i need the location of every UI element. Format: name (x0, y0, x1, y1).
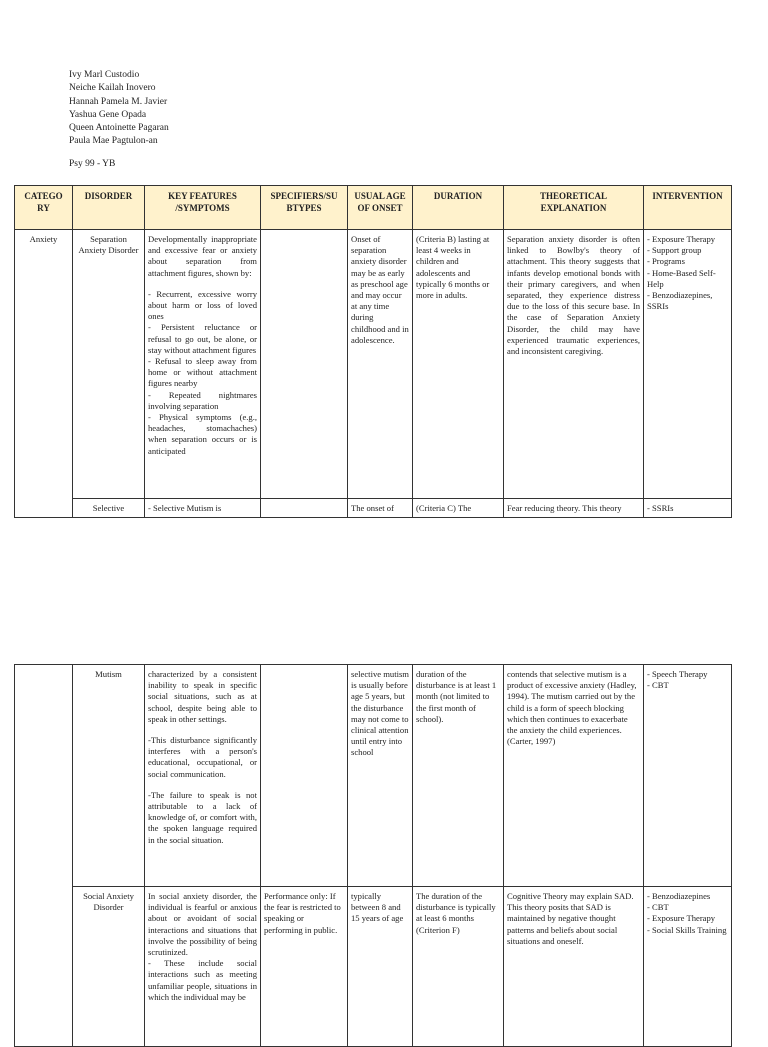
theory-cell: Cognitive Theory may explain SAD. This theory posits that SAD is maintained by negative thought patterns and beliefs about social situations and oneself. (504, 887, 644, 1047)
features-item: - Physical symptoms (e.g., headaches, stomachaches) when separation occurs or is anticipated (148, 412, 257, 456)
table-row (15, 887, 732, 1047)
features-paragraph: In social anxiety disorder, the individual is fearful or anxious about or avoidant of social interactions and situations that involve the possibility of being scrutinized. (148, 891, 257, 958)
disorder-cell: Social Anxiety Disorder (73, 887, 145, 1047)
header-onset: USUAL AGE OF ONSET (348, 186, 413, 230)
intervention-item: - Exposure Therapy (647, 913, 716, 924)
header-features: KEY FEATURES /SYMPTOMS (145, 186, 261, 230)
intervention-item: - CBT (647, 902, 669, 913)
disorder-table-part2 (14, 664, 732, 1047)
specifiers-cell (261, 499, 348, 518)
intervention-item: - Speech Therapy (647, 669, 708, 679)
header-theory: THEORETICAL EXPLANATION (504, 186, 644, 230)
features-paragraph: -The failure to speak is not attributable to a lack of knowledge of, or comfort with, the spoken language required in the social situation. (148, 789, 257, 845)
intervention-item: - Support group (647, 245, 702, 256)
category-cell (15, 665, 73, 1047)
disorder-table-part1 (14, 185, 732, 518)
theory-cell: Fear reducing theory. This theory (504, 499, 644, 518)
onset-cell: typically between 8 and 15 years of age (348, 887, 413, 1047)
header-duration: DURATION (413, 186, 504, 230)
author-list (69, 69, 169, 171)
features-item: - Refusal to sleep away from home or without attachment figures nearby (148, 356, 257, 389)
disorder-cell: Selective (73, 499, 145, 518)
specifiers-cell (261, 230, 348, 499)
header-disorder: DISORDER (73, 186, 145, 230)
onset-cell: The onset of (348, 499, 413, 518)
theory-cell: Separation anxiety disorder is often linked to Bowlby's theory of attachment. This theory suggests that infants develop emotional bonds with their primary caregivers, and when separated, they experience distress due to the loss of this secure base. In the case of Separation Anxiety Disorder, the child may have experienced traumatic experiences, and inconsistent caregiving. (504, 230, 644, 499)
intervention-item: - Home-Based Self-Help (647, 267, 716, 289)
course-code: Psy 99 - YB (69, 158, 116, 169)
author-name: Ivy Marl Custodio (69, 70, 140, 80)
author-name: Neiche Kailah Inovero (69, 83, 156, 94)
duration-cell: The duration of the disturbance is typically at least 6 months (Criterion F) (413, 887, 504, 1047)
intervention-item: - Benzodiazepines (647, 891, 711, 901)
theory-cell: contends that selective mutism is a product of excessive anxiety (Hadley, 1994). The mutism carried out by the child is a form of speech blocking which then continues to exacerbate the anxiety the child experiences. (Carter, 1997) (504, 665, 644, 887)
category-cell: Anxiety (15, 230, 73, 518)
intervention-cell (644, 887, 732, 1047)
features-intro: Developmentally inappropriate and excessive fear or anxiety about separation from attachment figures, shown by: (148, 234, 257, 278)
intervention-cell (644, 665, 732, 887)
duration-cell: duration of the disturbance is at least 1 month (not limited to the first month of school). (413, 665, 504, 887)
intervention-item: - CBT (647, 680, 669, 691)
table-row (15, 665, 732, 887)
features-paragraph: -This disturbance significantly interferes with a person's educational, occupational, or social communication. (148, 735, 257, 779)
features-cell (145, 665, 261, 887)
features-paragraph: - These include social interactions such as meeting unfamiliar people, situations in which the individual may be (148, 958, 257, 1002)
header-intervention: INTERVENTION (644, 186, 732, 230)
features-item: - Persistent reluctance or refusal to go out, be alone, or stay without attachment figures (148, 322, 257, 355)
features-cell (145, 230, 261, 499)
intervention-item: - Exposure Therapy (647, 234, 716, 244)
onset-cell: selective mutism is usually before age 5 years, but the disturbance may not come to clinical attention until entry into school (348, 665, 413, 887)
features-cell (145, 887, 261, 1047)
intervention-cell: - SSRIs (644, 499, 732, 518)
disorder-cell: Mutism (73, 665, 145, 887)
header-row (15, 186, 732, 230)
intervention-item: - Benzodiazepines, SSRIs (647, 290, 713, 312)
features-item: - Recurrent, excessive worry about harm or loss of loved ones (148, 288, 257, 322)
table-row (15, 230, 732, 499)
intervention-cell (644, 230, 732, 499)
intervention-item: - Social Skills Training (647, 924, 727, 935)
duration-cell: (Criteria C) The (413, 499, 504, 518)
author-name: Paula Mae Pagtulon-an (69, 136, 158, 147)
header-specifiers: SPECIFIERS/SU BTYPES (261, 186, 348, 230)
specifiers-cell: Performance only: If the fear is restricted to speaking or performing in public. (261, 887, 348, 1047)
author-name: Yashua Gene Opada (69, 109, 147, 120)
features-cell: - Selective Mutism is (145, 499, 261, 518)
disorder-cell: Separation Anxiety Disorder (73, 230, 145, 499)
author-name: Queen Antoinette Pagaran (69, 123, 169, 134)
table-row (15, 499, 732, 518)
onset-cell: Onset of separation anxiety disorder may be as early as preschool age and may occur at any time during childhood and in adolescence. (348, 230, 413, 499)
features-item: - Repeated nightmares involving separation (148, 389, 257, 411)
specifiers-cell (261, 665, 348, 887)
features-paragraph: characterized by a consistent inability to speak in specific social situations, such as at school, despite being able to speak in other settings. (148, 669, 257, 724)
intervention-item: - Programs (647, 256, 685, 267)
header-category: CATEGO RY (15, 186, 73, 230)
author-name: Hannah Pamela M. Javier (69, 96, 168, 107)
duration-cell: (Criteria B) lasting at least 4 weeks in children and adolescents and typically 6 months or more in adults. (413, 230, 504, 499)
